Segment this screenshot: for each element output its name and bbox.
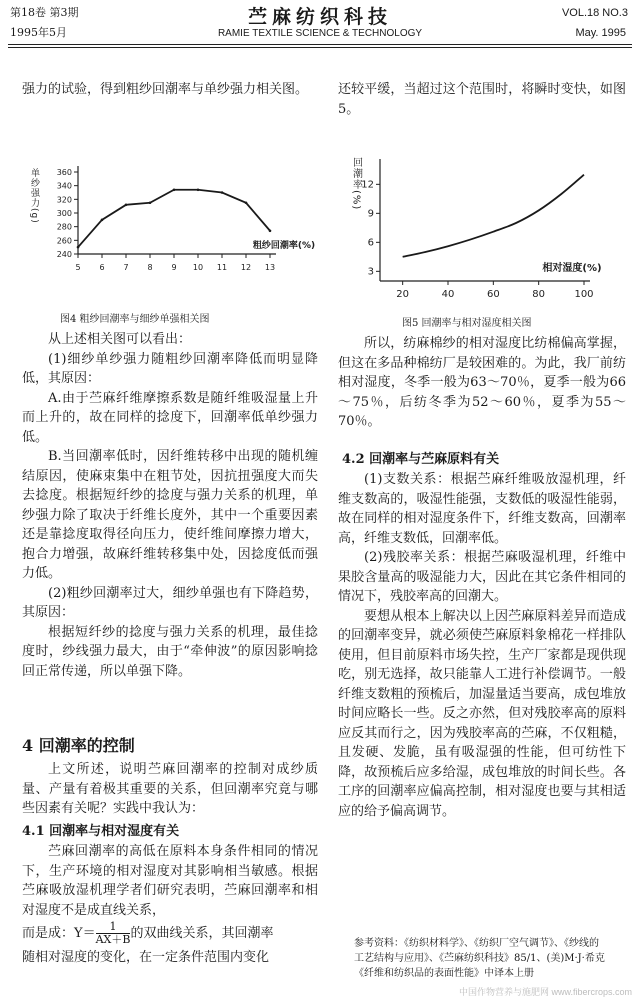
x-axis-label: 粗纱回潮率(%) bbox=[252, 241, 316, 251]
right-body-2 bbox=[338, 470, 626, 821]
data-point bbox=[149, 201, 152, 204]
x-tick-label: 60 bbox=[486, 289, 500, 300]
formula-line bbox=[22, 920, 318, 948]
data-point bbox=[101, 219, 104, 222]
paragraph: 从上述相关图可以看出： bbox=[48, 332, 192, 347]
formula-text-a: 而是成：Y＝ bbox=[22, 926, 96, 941]
fig5-caption: 图5 回潮率与相对湿度相关图 bbox=[402, 318, 532, 329]
paragraph: 所以，纺麻棉纱的相对湿度比纺棉偏高掌握，但这在多品种棉纺厂是较困难的。为此，我厂前纺相对湿度，冬季一般为63～70％，夏季一般为66～75％，后纺冬季为52～60％，夏季为55～70％。 bbox=[338, 336, 626, 429]
paragraph: 上文所述，说明苎麻回潮率的控制对成纱质量、产量有着极其重要的关系，但回潮率究竟与哪些因素有关呢？实践中我认为： bbox=[22, 762, 318, 816]
reference-line: 工艺结构与应用》、《苎麻纺织科技》85/1、(美)M·J·希克 bbox=[354, 953, 605, 964]
left-body bbox=[22, 330, 318, 681]
series-line bbox=[403, 175, 584, 257]
y-tick-label: 6 bbox=[367, 237, 374, 249]
paragraph: 随相对湿度的变化，在一定条件范围内变化 bbox=[22, 950, 270, 965]
paragraph: 苎麻回潮率的高低在原料本身条件相同的情况下，生产环境的相对湿度对其影响相当敏感。根据苎麻吸放湿机理学者们研究表明，苎麻回潮率和相对湿度不是成直线关系， bbox=[22, 844, 318, 918]
fraction-numerator: 1 bbox=[109, 920, 117, 933]
left-body-2 bbox=[22, 760, 318, 819]
y-tick-label: 300 bbox=[56, 209, 72, 218]
y-axis-label: 单纱强力(g) bbox=[29, 168, 39, 224]
y-tick-label: 260 bbox=[56, 236, 72, 246]
fraction-denominator: AX＋B bbox=[95, 933, 131, 946]
right-body bbox=[338, 334, 626, 432]
paragraph: B.当回潮率低时，因纤维转移中出现的随机缠结原因，使麻束集中在粗节处，因抗扭强度大而失去捻度。根据短纤纱的捻度与强力关系的机理，单纱强力除了取决于纤维长度外，其中一个重要因素还是靠捻度取得径向压力，使纤维间摩擦力增大，抱合力增强，故麻纤维转移集中处，因捻度低而强力低。 bbox=[22, 449, 318, 581]
y-tick-label: 360 bbox=[56, 168, 72, 177]
y-tick-label: 240 bbox=[56, 250, 72, 259]
data-point bbox=[125, 204, 128, 207]
header-rule bbox=[8, 44, 632, 48]
data-point bbox=[269, 229, 272, 232]
y-axis-label: 回潮率(%) bbox=[350, 157, 362, 211]
reference-line: 《纤维和纺织品的表面性能》中译本上册 bbox=[354, 968, 534, 979]
left-intro bbox=[22, 80, 318, 100]
paragraph: (2)残胶率关系：根据苎麻吸湿机理，纤维中果胶含量高的吸湿能力大，因此在其它条件相同的情况下，残胶率高的回潮大。 bbox=[338, 550, 626, 604]
x-tick-label: 40 bbox=[441, 289, 455, 300]
y-tick-label: 280 bbox=[56, 222, 72, 232]
right-intro bbox=[338, 80, 626, 119]
section-heading-4: 4 回潮率的控制 bbox=[22, 736, 135, 755]
paragraph: 还较平缓，当超过这个范围时，将瞬时变快，如图5。 bbox=[338, 82, 626, 117]
y-tick-label: 320 bbox=[56, 195, 72, 205]
fig5-chart bbox=[336, 145, 626, 315]
header-volume: 第18卷 第3期 bbox=[10, 6, 79, 19]
reference-line: 参考资料：《纺织材料学》、《纺织厂空气调节》、《纱线的 bbox=[354, 938, 599, 949]
data-point bbox=[221, 191, 224, 194]
section-heading-4-2: 4.2 回潮率与苎麻原料有关 bbox=[342, 452, 500, 467]
x-tick-label: 10 bbox=[192, 263, 204, 272]
paragraph: 要想从根本上解决以上因苎麻原料差异而造成的回潮率变异，就必须使苎麻原料象棉花一样排队使用，但目前原料市场失控，生产厂家都是现供现吃，别无选择，故只能靠人工进行补偿调节。一般纤维支数粗的预梳后，加湿量适当要高，成包堆放时间应略长一些。反之亦然，但对残胶率高的原料应反其而行之，因为残胶率高的苎麻，不仅粗糙，且发硬、发脆，虽有吸湿强的性能，但可纺性下降，故预梳后应多给湿，成包堆放的时间长些。各工序的回潮率应偏高控制，相对湿度也要与其相适应的给予偏高调节。 bbox=[338, 608, 626, 819]
header-title-cn: 苎麻纺织科技 bbox=[247, 6, 392, 28]
data-point bbox=[197, 188, 200, 191]
x-tick-label: 12 bbox=[240, 263, 252, 272]
watermark: 中国作物营养与施肥网 www.fibercrops.com bbox=[458, 987, 632, 997]
x-axis-label: 相对湿度(%) bbox=[542, 263, 602, 274]
header-volume-en: VOL.18 NO.3 bbox=[561, 7, 628, 19]
y-tick-label: 3 bbox=[367, 266, 374, 278]
left-body-3 bbox=[22, 842, 318, 968]
header-title-en: RAMIE TEXTILE SCIENCE & TECHNOLOGY bbox=[217, 28, 423, 39]
formula-fraction bbox=[96, 921, 131, 946]
x-tick-label: 20 bbox=[396, 289, 410, 300]
references bbox=[354, 936, 630, 981]
data-point bbox=[245, 201, 248, 204]
x-tick-label: 100 bbox=[574, 289, 594, 300]
section-heading-4-1: 4.1 回潮率与相对湿度有关 bbox=[22, 824, 180, 839]
formula-text-b: 的双曲线关系，其回潮率 bbox=[130, 926, 274, 941]
y-tick-label: 9 bbox=[367, 208, 374, 220]
fig4-caption: 图4 粗纱回潮率与细纱单强相关图 bbox=[60, 314, 210, 325]
paragraph: 强力的试验，得到粗纱回潮率与单纱强力相关图。 bbox=[22, 82, 309, 97]
fig4-chart bbox=[22, 150, 322, 310]
paragraph: 根据短纤纱的捻度与强力关系的机理，最佳捻度时，纱线强力最大，由于“牵伸波”的原因影响捻回正常传递，所以单强下降。 bbox=[22, 624, 318, 679]
x-tick-label: 11 bbox=[216, 263, 228, 272]
series-line bbox=[78, 190, 270, 247]
data-point bbox=[77, 246, 80, 249]
x-tick-label: 80 bbox=[532, 289, 546, 300]
header-date-en: May. 1995 bbox=[575, 27, 626, 39]
header-date-cn: 1995年5月 bbox=[10, 26, 67, 39]
x-tick-label: 13 bbox=[264, 263, 276, 272]
x-tick-label: 7 bbox=[123, 263, 129, 272]
x-tick-label: 5 bbox=[75, 263, 81, 272]
y-tick-label: 12 bbox=[361, 179, 374, 191]
x-tick-label: 8 bbox=[147, 263, 153, 272]
x-tick-label: 9 bbox=[171, 263, 177, 272]
paragraph: A.由于苎麻纤维摩擦系数是随纤维吸湿量上升而上升的，故在同样的捻度下，回潮率低单纱强力低。 bbox=[22, 390, 318, 445]
paragraph: (1)支数关系：根据苎麻纤维吸放湿机理，纤维支数高的，吸湿性能强，支数低的吸湿性能弱，故在同样的相对湿度条件下，纤维支数高，回潮率高，纤维支数低，回潮率低。 bbox=[338, 472, 626, 546]
y-tick-label: 340 bbox=[56, 181, 72, 191]
paragraph: (1)细纱单纱强力随粗纱回潮率降低而明显降低，其原因： bbox=[22, 351, 318, 386]
data-point bbox=[173, 188, 176, 191]
paragraph: (2)粗纱回潮率过大，细纱单强也有下降趋势，其原因： bbox=[22, 585, 318, 620]
x-tick-label: 6 bbox=[99, 263, 105, 272]
